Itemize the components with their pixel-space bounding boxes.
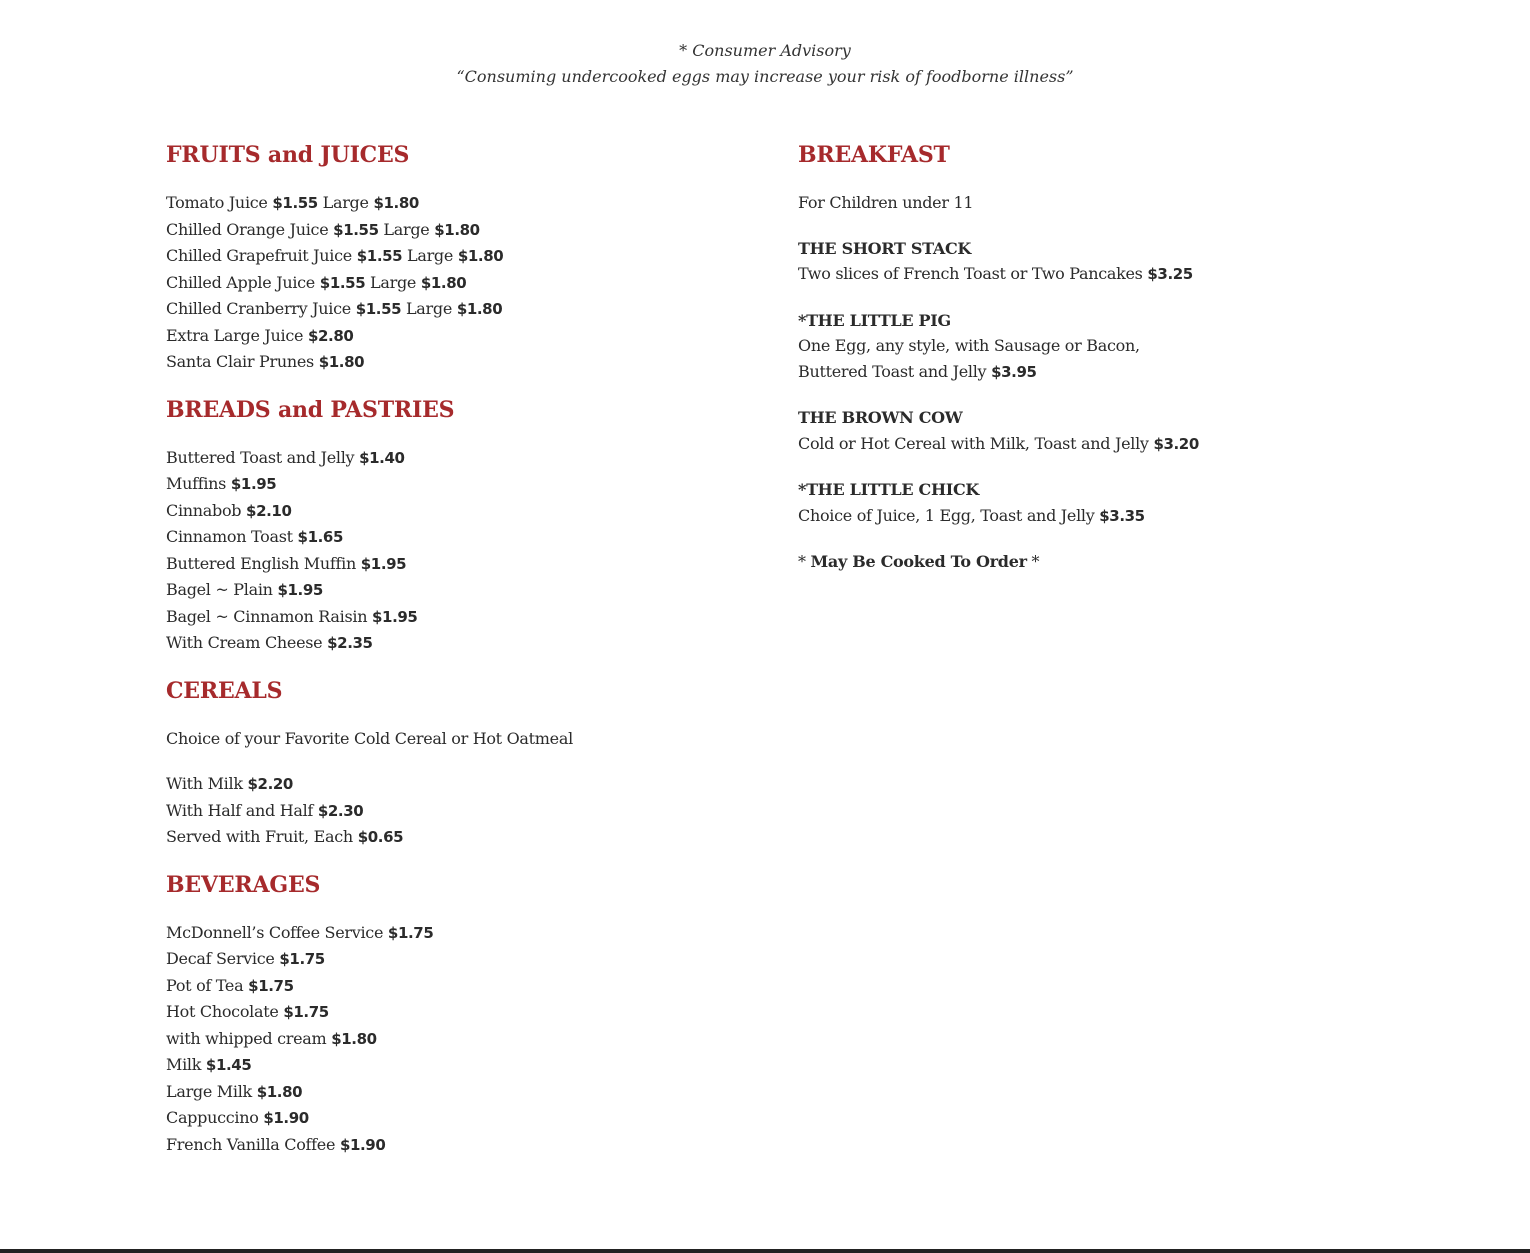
menu-item — [166, 524, 766, 551]
item-price: $1.55 — [333, 220, 379, 239]
item-text: May Be Cooked To Order — [810, 552, 1027, 571]
item-price: $1.90 — [263, 1109, 309, 1127]
section-breakfast — [798, 140, 1398, 575]
item-price: $1.55 — [319, 273, 366, 292]
item-text: Santa Clair Prunes — [166, 352, 314, 371]
menu-item — [166, 1132, 766, 1159]
item-list — [166, 445, 766, 657]
item-price: $2.10 — [246, 501, 292, 520]
section-fruits-juices — [166, 140, 766, 376]
item-price: $1.80 — [331, 1029, 377, 1048]
item-text: With Cream Cheese — [166, 633, 323, 652]
item-text: Cinnabob — [166, 500, 242, 520]
item-price: $1.65 — [297, 528, 343, 546]
menu-item — [166, 577, 766, 604]
item-price: $2.20 — [247, 775, 293, 793]
menu-item — [166, 471, 766, 498]
right-column — [798, 140, 1398, 575]
menu-item — [166, 1052, 766, 1079]
item-text: with whipped cream — [166, 1028, 327, 1048]
breakfast-item-name: THE BROWN COW — [798, 408, 963, 427]
menu-item — [166, 771, 766, 798]
section-title: BEVERAGES — [166, 871, 321, 898]
menu-item — [166, 349, 766, 376]
menu-item — [166, 498, 766, 525]
item-price: $1.80 — [420, 273, 467, 292]
menu-item — [166, 243, 766, 270]
menu-item — [166, 824, 766, 851]
item-text: Served with Fruit, Each — [166, 827, 353, 846]
menu-item — [166, 1105, 766, 1132]
item-text: Large — [370, 272, 417, 292]
item-text: Large Milk — [166, 1081, 252, 1101]
item-text: Two slices of French Toast or Two Pancakes — [798, 264, 1143, 283]
item-text: * — [1031, 552, 1040, 571]
item-text: Bagel ~ Plain — [166, 580, 273, 599]
item-price: $1.90 — [339, 1135, 386, 1154]
menu-item — [166, 946, 766, 973]
item-price: $1.55 — [355, 300, 402, 318]
menu-item — [166, 920, 766, 947]
item-price: $1.80 — [434, 220, 480, 239]
item-text: With Milk — [166, 774, 243, 793]
item-text: * — [798, 552, 806, 571]
item-price: $3.25 — [1147, 265, 1193, 283]
item-text: Large — [322, 193, 369, 212]
left-column — [166, 140, 766, 1158]
menu-item — [166, 217, 766, 244]
breakfast-item-desc — [798, 261, 1398, 288]
breakfast-item-desc — [798, 431, 1398, 458]
advisory-text: “Consuming undercooked eggs may increase your risk of foodborne illness” — [456, 66, 1074, 86]
section-title: CEREALS — [166, 677, 283, 704]
menu-item — [166, 604, 766, 631]
breakfast-item-name: *THE LITTLE CHICK — [798, 480, 980, 499]
item-price: $1.80 — [457, 247, 504, 265]
item-text: Cinnamon Toast — [166, 527, 293, 546]
footer-divider — [0, 1249, 1530, 1253]
consumer-advisory — [0, 38, 1530, 89]
section-title: BREAKFAST — [798, 142, 950, 168]
section-intro: For Children under 11 — [798, 193, 974, 212]
menu-item — [166, 445, 766, 472]
item-text: McDonnell’s Coffee Service — [166, 922, 384, 942]
item-price: $1.95 — [360, 554, 407, 573]
item-text: Bagel ~ Cinnamon Raisin — [166, 606, 368, 626]
menu-item — [166, 999, 766, 1026]
item-price: $3.95 — [991, 362, 1037, 381]
advisory-heading: * Consumer Advisory — [679, 41, 851, 60]
item-price: $1.95 — [277, 581, 323, 599]
menu-item — [166, 323, 766, 350]
menu-item — [166, 1079, 766, 1106]
section-title: FRUITS and JUICES — [166, 142, 410, 168]
item-text: Extra Large Juice — [166, 325, 304, 345]
item-price: $2.30 — [317, 801, 364, 820]
item-text: With Half and Half — [166, 800, 314, 820]
item-text: Chilled Orange Juice — [166, 219, 329, 239]
menu-item — [166, 270, 766, 297]
item-text: Buttered Toast and Jelly — [166, 447, 355, 467]
item-price: $1.80 — [456, 300, 503, 318]
section-beverages — [166, 870, 766, 1159]
item-text: Buttered English Muffin — [166, 553, 356, 573]
item-price: $0.65 — [357, 828, 404, 846]
item-price: $3.35 — [1099, 506, 1145, 525]
menu-item — [166, 551, 766, 578]
item-price: $2.80 — [307, 326, 354, 345]
item-list — [798, 190, 1398, 575]
breakfast-item-name: *THE LITTLE PIG — [798, 310, 951, 330]
item-price: $1.75 — [279, 950, 325, 968]
item-text: Large — [383, 219, 430, 239]
menu-item — [166, 296, 766, 323]
section-title: BREADS and PASTRIES — [166, 396, 455, 423]
item-text: Muffins — [166, 474, 227, 493]
item-price: $1.80 — [256, 1082, 303, 1101]
item-price: $1.80 — [318, 353, 365, 371]
breakfast-item-desc — [798, 503, 1398, 530]
item-text: Milk — [166, 1055, 202, 1074]
item-price: $1.45 — [205, 1056, 252, 1074]
menu-item — [166, 630, 766, 657]
menu-item — [166, 798, 766, 825]
item-price: $2.35 — [327, 634, 373, 652]
item-text: Large — [405, 299, 453, 318]
item-price: $1.55 — [272, 194, 318, 212]
item-price: $1.95 — [230, 475, 277, 493]
item-price: $1.80 — [373, 194, 419, 212]
item-price: $3.20 — [1153, 434, 1199, 453]
item-price: $1.75 — [283, 1003, 329, 1021]
section-cereals — [166, 676, 766, 851]
item-text: Hot Chocolate — [166, 1002, 279, 1021]
cooked-to-order-note — [798, 549, 1398, 575]
item-price: $1.75 — [387, 923, 434, 942]
breakfast-item-name: THE SHORT STACK — [798, 238, 972, 258]
breakfast-item-desc — [798, 359, 1398, 386]
menu-item — [166, 973, 766, 1000]
item-price: $1.55 — [356, 247, 403, 265]
item-text: Choice of Juice, 1 Egg, Toast and Jelly — [798, 505, 1095, 525]
item-text: Buttered Toast and Jelly — [798, 361, 987, 381]
menu-item — [166, 190, 766, 217]
item-list — [166, 190, 766, 376]
item-text: Large — [407, 246, 454, 265]
item-price: $1.75 — [248, 976, 294, 995]
item-text: French Vanilla Coffee — [166, 1134, 336, 1154]
item-text: Tomato Juice — [166, 193, 268, 212]
item-price: $1.40 — [359, 448, 405, 467]
item-list — [166, 726, 766, 851]
breakfast-item-desc: One Egg, any style, with Sausage or Bacon, — [798, 336, 1140, 355]
menu-item — [166, 1026, 766, 1053]
section-breads-pastries — [166, 395, 766, 657]
item-price: $1.95 — [372, 607, 418, 626]
item-text: Chilled Grapefruit Juice — [166, 246, 352, 265]
section-intro: Choice of your Favorite Cold Cereal or Hot Oatmeal — [166, 728, 573, 748]
item-text: Chilled Apple Juice — [166, 272, 315, 292]
item-text: Cold or Hot Cereal with Milk, Toast and Jelly — [798, 433, 1149, 453]
item-text: Pot of Tea — [166, 975, 244, 995]
item-text: Chilled Cranberry Juice — [166, 299, 351, 318]
item-text: Decaf Service — [166, 949, 275, 968]
item-text: Cappuccino — [166, 1108, 259, 1127]
item-list — [166, 920, 766, 1159]
